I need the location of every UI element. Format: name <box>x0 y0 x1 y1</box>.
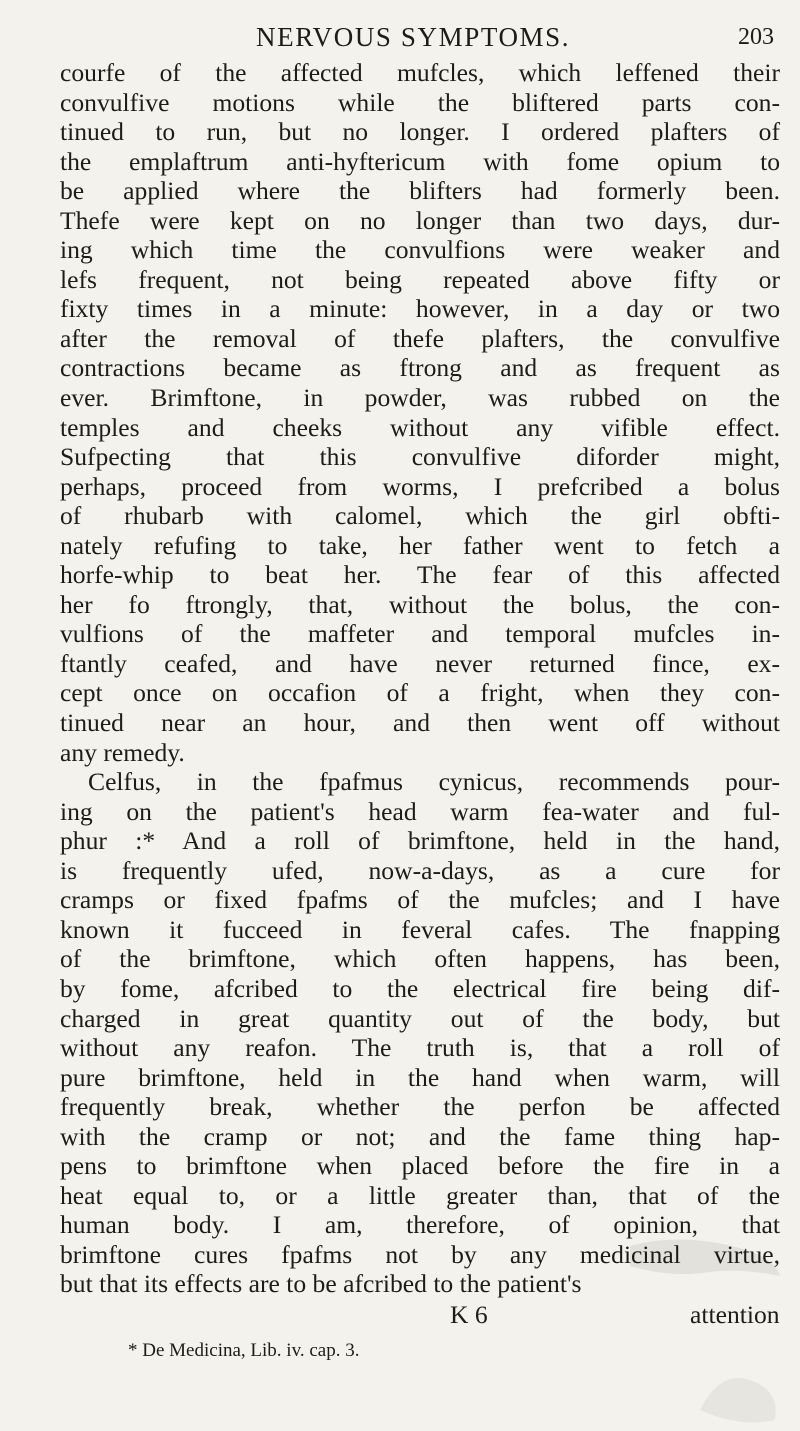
text-line: cramps or fixed fpafms of the mufcles; and I have <box>60 885 780 915</box>
text-line: courfe of the affected mufcles, which leffened their <box>60 58 780 87</box>
text-line: the emplaftrum anti-hyftericum with fome opium to <box>60 146 780 176</box>
text-line: perhaps, proceed from worms, I prefcribed a bolus <box>60 471 780 501</box>
text-line: ftantly ceafed, and have never returned fince, ex- <box>60 648 780 678</box>
footnote: * De Medicina, Lib. iv. cap. 3. <box>128 1340 360 1361</box>
text-line: ing on the patient's head warm fea-water and ful- <box>60 796 780 826</box>
text-line: known it fucceed in feveral cafes. The fnapping <box>60 914 780 944</box>
text-line: ing which time the convulfions were weaker and <box>60 235 780 265</box>
signature-line <box>60 1300 780 1330</box>
text-line: pure brimftone, held in the hand when warm, will <box>60 1062 780 1092</box>
text-line: of the brimftone, which often happens, has been, <box>60 944 780 974</box>
text-line: human body. I am, therefore, of opinion, that <box>60 1210 780 1240</box>
text-line: fixty times in a minute: however, in a day or two <box>60 294 780 324</box>
signature-mark: K 6 <box>450 1300 488 1329</box>
text-line: tinued near an hour, and then went off without <box>60 708 780 738</box>
text-line: pens to brimftone when placed before the fire in a <box>60 1151 780 1181</box>
text-line: ever. Brimftone, in powder, was rubbed on the <box>60 383 780 413</box>
text-line: without any reafon. The truth is, that a roll of <box>60 1033 780 1063</box>
paper-stain <box>680 1350 790 1430</box>
running-title: NERVOUS SYMPTOMS. <box>256 22 571 52</box>
body-text <box>60 58 780 1299</box>
text-line: any remedy. <box>60 737 185 767</box>
text-line: phur :* And a roll of brimftone, held in the hand, <box>60 826 780 856</box>
page-header <box>0 10 800 50</box>
text-line: convulfive motions while the bliftered parts con- <box>60 87 780 117</box>
text-line: horfe-whip to beat her. The fear of this affected <box>60 560 780 590</box>
text-line: be applied where the blifters had formerly been. <box>60 176 780 206</box>
text-line: is frequently ufed, now-a-days, as a cure for <box>60 855 780 885</box>
catchword: attention <box>690 1300 780 1329</box>
text-line: temples and cheeks without any vifible effect. <box>60 412 780 442</box>
text-line: brimftone cures fpafms not by any medicinal virtue, <box>60 1239 780 1269</box>
page-number: 203 <box>738 24 774 50</box>
text-line: cept once on occafion of a fright, when they con- <box>60 678 780 708</box>
text-line: Thefe were kept on no longer than two days, dur- <box>60 205 780 235</box>
text-line: heat equal to, or a little greater than, that of the <box>60 1180 780 1210</box>
ink-smudge <box>590 1228 790 1288</box>
text-line: of rhubarb with calomel, which the girl obfti- <box>60 501 780 531</box>
text-line: Celfus, in the fpafmus cynicus, recommends pour- <box>88 767 780 797</box>
text-line: after the removal of thefe plafters, the convulfive <box>60 323 780 353</box>
text-line: Sufpecting that this convulfive diforder might, <box>60 442 780 472</box>
text-line: vulfions of the maffeter and temporal mufcles in- <box>60 619 780 649</box>
text-line: by fome, afcribed to the electrical fire being dif- <box>60 973 780 1003</box>
text-line: contractions became as ftrong and as frequent as <box>60 353 780 383</box>
text-line: lefs frequent, not being repeated above fifty or <box>60 264 780 294</box>
text-line: frequently break, whether the perfon be affected <box>60 1092 780 1122</box>
text-line: nately refufing to take, her father went to fetch a <box>60 530 780 560</box>
text-line: her fo ftrongly, that, without the bolus, the con- <box>60 589 780 619</box>
text-line: charged in great quantity out of the body, but <box>60 1003 780 1033</box>
text-line: but that its effects are to be afcribed to the patient's <box>60 1269 582 1299</box>
text-line: tinued to run, but no longer. I ordered plafters of <box>60 117 780 147</box>
text-line: with the cramp or not; and the fame thing hap- <box>60 1121 780 1151</box>
